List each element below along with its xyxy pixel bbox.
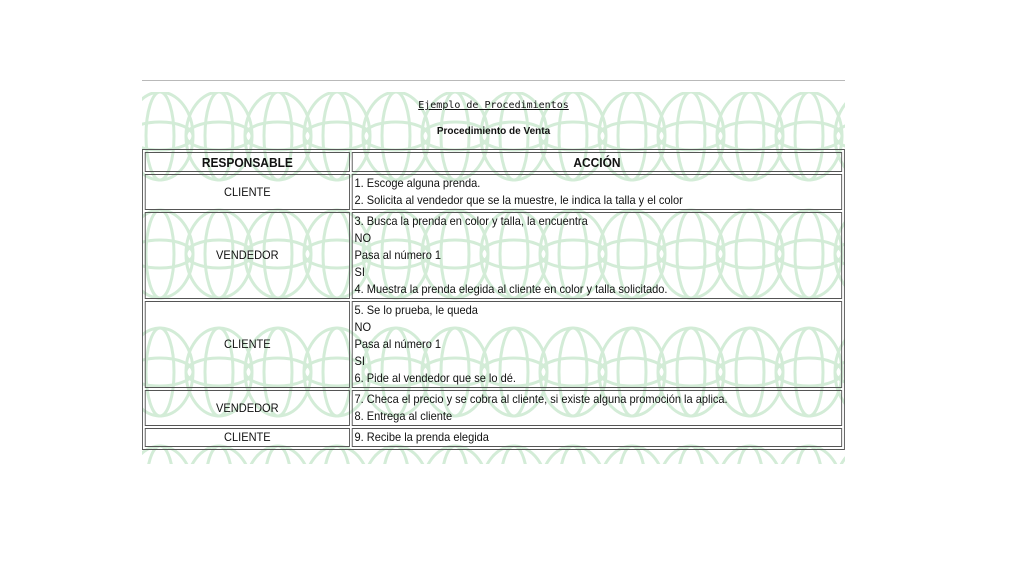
accion-cell [352, 174, 842, 210]
table-row [145, 428, 842, 447]
document-subtitle: Procedimiento de Venta [436, 126, 551, 137]
action-line: Pasa al número 1 [354, 248, 442, 262]
accion-cell [352, 428, 842, 447]
header-responsable: RESPONSABLE [145, 152, 350, 172]
document-page [142, 92, 845, 464]
responsable-cell: CLIENTE [145, 301, 350, 388]
action-line: Pasa al número 1 [354, 337, 442, 351]
action-line: 7. Checa el precio y se cobra al cliente, si existe alguna promoción la aplica. [354, 392, 728, 406]
action-line: SI [354, 265, 365, 279]
action-line: 9. Recibe la prenda elegida [354, 430, 489, 444]
header-accion: ACCIÓN [352, 152, 842, 172]
responsable-cell: VENDEDOR [145, 390, 350, 426]
table-row [145, 212, 842, 299]
horizontal-rule [142, 80, 845, 81]
responsable-cell: VENDEDOR [145, 212, 350, 299]
action-line: 5. Se lo prueba, le queda [354, 303, 478, 317]
action-line: 6. Pide al vendedor que se lo dé. [354, 371, 516, 385]
accion-cell [352, 390, 842, 426]
table-row [145, 390, 842, 426]
document-title: Ejemplo de Procedimientos [418, 100, 569, 111]
action-line: NO [354, 320, 372, 334]
table-row [145, 174, 842, 210]
action-line: NO [354, 231, 372, 245]
procedure-table [142, 149, 845, 450]
accion-cell [352, 212, 842, 299]
action-line: 4. Muestra la prenda elegida al cliente en color y talla solicitado. [354, 282, 668, 296]
responsable-cell: CLIENTE [145, 428, 350, 447]
action-line: 1. Escoge alguna prenda. [354, 176, 481, 190]
accion-cell [352, 301, 842, 388]
action-line: 3. Busca la prenda en color y talla, la encuentra [354, 214, 588, 228]
action-line: 2. Solicita al vendedor que se la muestre, le indica la talla y el color [354, 193, 683, 207]
action-line: SI [354, 354, 365, 368]
table-header-row [145, 152, 842, 172]
action-line: 8. Entrega al cliente [354, 409, 453, 423]
table-row [145, 301, 842, 388]
responsable-cell: CLIENTE [145, 174, 350, 210]
